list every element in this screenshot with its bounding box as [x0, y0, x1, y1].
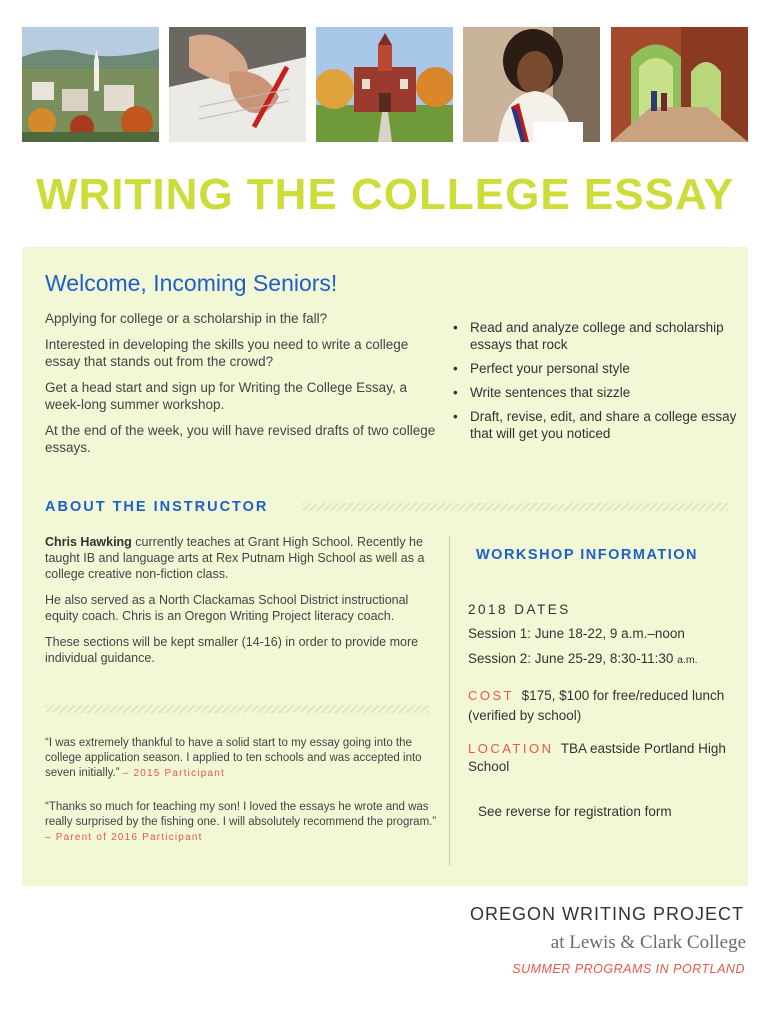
program-tagline: SUMMER PROGRAMS IN PORTLAND	[512, 962, 745, 976]
photo-strip	[22, 27, 748, 142]
page-title: WRITING THE COLLEGE ESSAY	[35, 170, 735, 219]
org-name: OREGON WRITING PROJECT	[470, 904, 744, 924]
cost-value: $175, $100 for free/reduced lunch (verified by school)	[468, 688, 725, 723]
reverse-note: See reverse for registration form	[478, 804, 672, 819]
benefit-item: • Perfect your personal style	[453, 360, 738, 377]
instructor-paragraph	[45, 534, 445, 582]
column-divider	[449, 536, 450, 866]
benefit-item: • Write sentences that sizzle	[453, 384, 738, 401]
instructor-paragraph: He also served as a North Clackamas School District instructional equity coach. Chris is an Oregon Writing Project literacy coach.	[45, 593, 409, 623]
instructor-bio	[45, 534, 445, 676]
benefits-list	[453, 319, 738, 449]
cost-info	[468, 686, 740, 726]
hatch-divider	[45, 705, 429, 713]
student-writing-photo	[463, 27, 600, 142]
testimonials	[45, 736, 445, 864]
cost-label: COST	[468, 688, 515, 703]
welcome-heading: Welcome, Incoming Seniors!	[45, 270, 338, 296]
about-instructor-heading: ABOUT THE INSTRUCTOR	[45, 499, 269, 515]
intro-paragraph: Get a head start and sign up for Writing the College Essay, a week-long summer workshop.	[45, 380, 407, 412]
intro-paragraph: At the end of the week, you will have revised drafts of two college essays.	[45, 423, 436, 455]
benefit-item: • Draft, revise, edit, and share a college essay that will get you noticed	[453, 408, 738, 442]
location-label: LOCATION	[468, 741, 554, 756]
session-1	[468, 625, 740, 643]
hatch-divider	[302, 503, 728, 511]
intro-text	[45, 310, 440, 465]
testimonial-quote: “I was extremely thankful to have a solid start to my essay going into the college application season. I applied to ten schools and was accepted into seven initially.”	[45, 737, 422, 779]
location-value: TBA eastside Portland High School	[468, 741, 726, 774]
session-1-label: Session 1	[468, 626, 528, 641]
testimonial-attribution: – Parent of 2016 Participant	[45, 832, 203, 843]
campus-building-photo	[316, 27, 453, 142]
instructor-name: Chris Hawking	[45, 535, 132, 549]
dates-label: 2018 DATES	[468, 602, 571, 617]
town-photo	[22, 27, 159, 142]
session-2-value: : June 25-29, 8:30-11:30	[527, 651, 674, 666]
intro-paragraph: Applying for college or a scholarship in the fall?	[45, 311, 328, 326]
session-2-label: Session 2	[468, 651, 528, 666]
workshop-info-heading: WORKSHOP INFORMATION	[476, 547, 698, 563]
benefit-item: • Read and analyze college and scholarship essays that rock	[453, 319, 738, 353]
instructor-paragraph: These sections will be kept smaller (14-16) in order to provide more individual guidance.	[45, 635, 419, 665]
writing-hand-photo	[169, 27, 306, 142]
session-1-value: : June 18-22, 9 a.m.–noon	[527, 626, 685, 641]
college-name: at Lewis & Clark College	[550, 932, 746, 953]
testimonial	[45, 800, 445, 845]
session-2-suffix: a.m.	[677, 654, 698, 666]
testimonial	[45, 736, 445, 781]
testimonial-quote: “Thanks so much for teaching my son! I loved the essays he wrote and was really surprised by the fishing one. I will absolutely recommend the program.”	[45, 801, 437, 828]
testimonial-attribution: – 2015 Participant	[122, 768, 225, 779]
intro-paragraph: Interested in developing the skills you need to write a college essay that stands out from the crowd?	[45, 337, 409, 369]
session-2	[468, 650, 740, 669]
location-info	[468, 740, 740, 776]
colonnade-photo	[611, 27, 748, 142]
instructor-bio-text: currently teaches at Grant High School. Recently he taught IB and language arts at Rex Putnam High School as well as a college creative non-fiction class.	[45, 535, 425, 581]
